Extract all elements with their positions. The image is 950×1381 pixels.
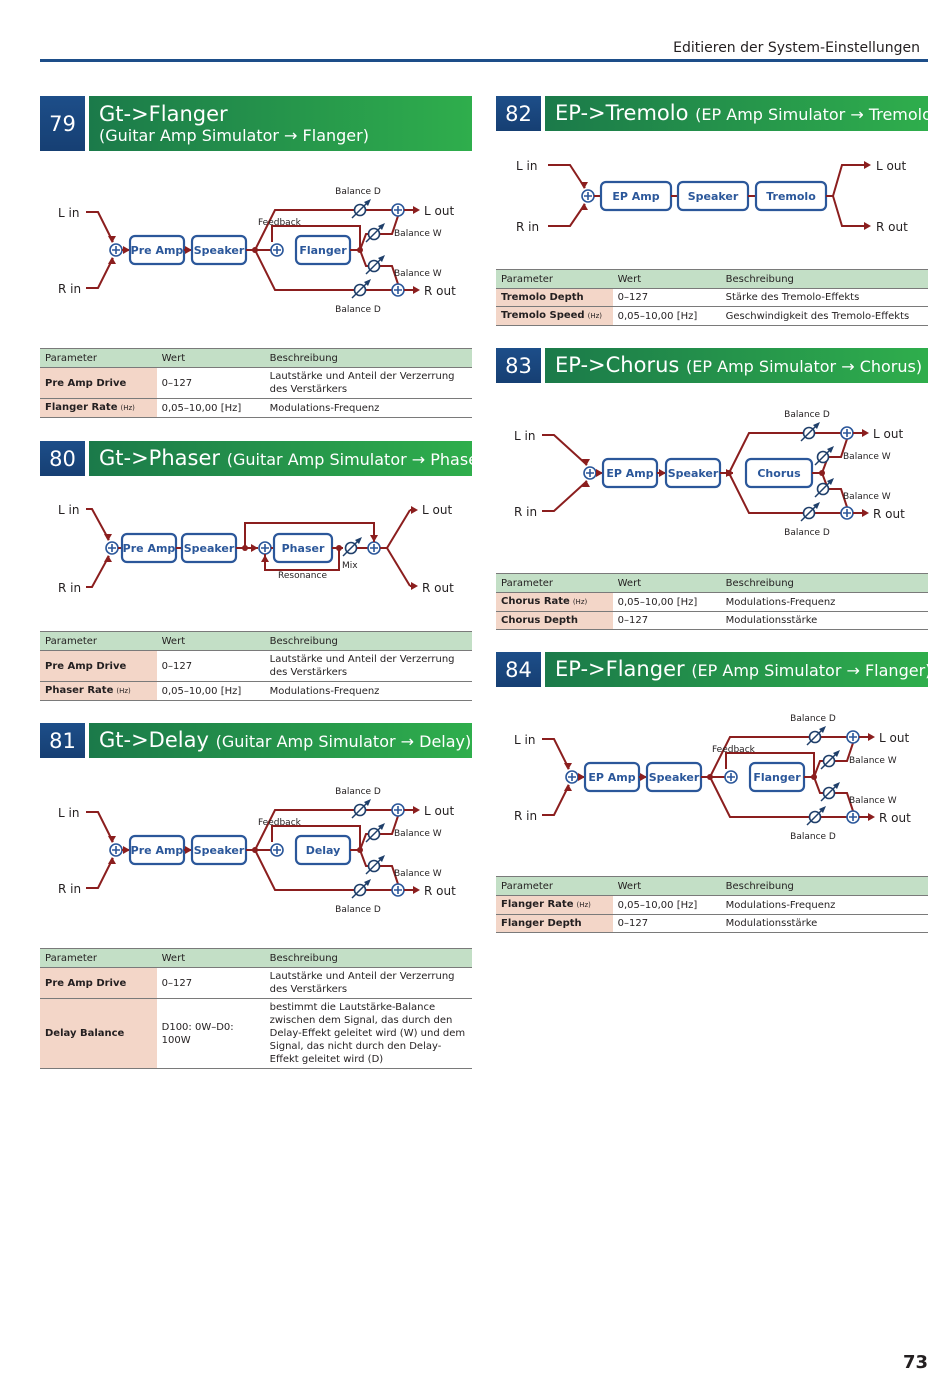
- column-header: Parameter: [40, 632, 157, 651]
- parameter-label: Chorus Depth: [501, 615, 578, 626]
- arrow-head: [108, 236, 116, 243]
- pre-amp-block-label: Pre Amp: [130, 244, 184, 257]
- parameter-name: [496, 307, 613, 326]
- section-number: 80: [40, 441, 85, 476]
- table-row: [40, 651, 472, 682]
- parameter-description: Lautstärke und Anteil der Verzerrung des Verstärkers: [265, 968, 472, 999]
- arrow-head: [413, 806, 420, 814]
- section-subtitle: (EP Amp Simulator → Tremolo): [695, 104, 939, 124]
- table-header-row: [40, 632, 472, 651]
- section-title: EP->Tremolo: [555, 100, 689, 125]
- parameter-value: 0–127: [157, 968, 265, 999]
- parameter-value: 0,05–10,00 [Hz]: [157, 682, 265, 701]
- arrow-head: [108, 857, 116, 864]
- arrow-head: [862, 509, 869, 517]
- r-out-label: R out: [873, 507, 905, 521]
- balance-d-label: Balance D: [335, 305, 381, 315]
- parameter-label: Pre Amp Drive: [45, 977, 127, 989]
- section-number: 79: [40, 96, 85, 151]
- section-title-bar: [545, 96, 939, 131]
- arrow-head: [564, 763, 572, 770]
- l-in-label: L in: [58, 503, 80, 517]
- r-in-label: R in: [514, 809, 538, 823]
- column-header: Beschreibung: [721, 877, 928, 896]
- r-out-label: R out: [424, 884, 456, 898]
- balance-d-label: Balance D: [790, 714, 836, 724]
- balance-w-label: Balance W: [843, 492, 891, 502]
- parameter-value: 0–127: [613, 612, 721, 630]
- parameter-table-79: [40, 348, 472, 418]
- section-title-bar: [545, 348, 928, 383]
- parameter-description: Modulationsstärke: [721, 915, 928, 933]
- arrow-head: [868, 813, 875, 821]
- arrow-head: [580, 182, 588, 189]
- table-row: [40, 968, 472, 999]
- parameter-table-80: [40, 631, 472, 701]
- page-number: 73: [902, 1352, 928, 1373]
- balance-d-label: Balance D: [790, 832, 836, 842]
- parameter-value: D100: 0W–D0: 100W: [157, 999, 265, 1069]
- balance-d-label: Balance D: [784, 528, 830, 538]
- table-header-row: [40, 949, 472, 968]
- l-out-label: L out: [879, 731, 910, 745]
- speaker-block-label: Speaker: [193, 244, 245, 257]
- parameter-description: Lautstärke und Anteil der Verzerrung des Verstärkers: [265, 368, 472, 399]
- arrow-head: [413, 286, 420, 294]
- parameter-name: [496, 612, 613, 630]
- l-in-label: L in: [58, 206, 80, 220]
- parameter-table-81: [40, 948, 472, 1069]
- table-row: [496, 612, 928, 630]
- section-title: EP->Chorus: [555, 352, 680, 377]
- pre-amp-block-label: Pre Amp: [122, 542, 176, 555]
- parameter-value: 0–127: [613, 289, 721, 307]
- table-header-row: [496, 877, 928, 896]
- parameter-value: 0,05–10,00 [Hz]: [613, 307, 721, 326]
- ep-amp-block-label: EP Amp: [606, 467, 654, 480]
- pre-amp-block-label: Pre Amp: [130, 844, 184, 857]
- column-header: Beschreibung: [265, 632, 472, 651]
- table-row: [496, 289, 928, 307]
- parameter-label: Chorus Rate: [501, 596, 570, 607]
- balance-w-label: Balance W: [394, 229, 442, 239]
- arrow-head: [413, 206, 420, 214]
- balance-w-label: Balance W: [849, 796, 897, 806]
- balance-d-label: Balance D: [335, 905, 381, 915]
- table-row: [496, 593, 928, 612]
- section-subtitle: (Guitar Amp Simulator → Flanger): [99, 125, 369, 145]
- arrow-head: [108, 257, 116, 264]
- l-in-label: L in: [514, 733, 536, 747]
- feedback-label: Feedback: [258, 218, 301, 228]
- section-number: 81: [40, 723, 85, 758]
- balance-d-label: Balance D: [784, 410, 830, 420]
- section-number: 84: [496, 652, 541, 687]
- speaker-block-label: Speaker: [687, 190, 739, 203]
- section-80-heading: [40, 441, 491, 476]
- arrow-head: [564, 784, 572, 791]
- arrow-head: [862, 429, 869, 437]
- parameter-label: Flanger Depth: [501, 918, 582, 929]
- parameter-value: 0–127: [613, 915, 721, 933]
- signal-line: [548, 165, 585, 188]
- column-header: Beschreibung: [721, 574, 928, 593]
- arrow-head: [104, 555, 112, 562]
- speaker-block-label: Speaker: [183, 542, 235, 555]
- table-row: [40, 368, 472, 399]
- signal-line: [542, 435, 587, 465]
- column-header: Parameter: [496, 270, 613, 289]
- column-header: Parameter: [496, 877, 613, 896]
- parameter-label: Delay Balance: [45, 1028, 125, 1039]
- parameter-name: [40, 682, 157, 701]
- column-header: Beschreibung: [265, 349, 472, 368]
- parameter-name: [496, 896, 613, 915]
- balance-w-label: Balance W: [394, 869, 442, 879]
- table-row: [496, 896, 928, 915]
- signal-line: [380, 510, 410, 548]
- signal-line: [542, 481, 587, 511]
- column-header: Parameter: [496, 574, 613, 593]
- section-title-bar: [89, 723, 472, 758]
- table-header-row: [496, 574, 928, 593]
- signal-line: [826, 165, 864, 196]
- parameter-label: Pre Amp Drive: [45, 377, 127, 389]
- speaker-block-label: Speaker: [648, 771, 700, 784]
- l-in-label: L in: [514, 429, 536, 443]
- parameter-table-82: [496, 269, 928, 326]
- l-in-label: L in: [516, 159, 538, 173]
- column-header: Wert: [613, 574, 721, 593]
- arrow-head: [108, 836, 116, 843]
- arrow-head: [864, 161, 871, 169]
- running-header: Editieren der System-Einstellungen: [673, 40, 920, 56]
- mix-label: Mix: [342, 561, 358, 571]
- flanger-block-label: Flanger: [299, 244, 347, 257]
- phaser-block-label: Phaser: [281, 542, 325, 555]
- section-title-bar: [89, 96, 472, 151]
- table-row: [40, 999, 472, 1069]
- section-title-bar: [89, 441, 491, 476]
- arrow-head: [413, 886, 420, 894]
- r-out-label: R out: [879, 811, 911, 825]
- parameter-description: Modulations-Frequenz: [721, 896, 928, 915]
- parameter-description: Modulationsstärke: [721, 612, 928, 630]
- r-out-label: R out: [422, 581, 454, 595]
- section-subtitle: (EP Amp Simulator → Chorus): [686, 356, 923, 376]
- l-out-label: L out: [424, 204, 455, 218]
- section-subtitle: (EP Amp Simulator → Flanger): [691, 660, 932, 680]
- section-title: Gt->Phaser: [99, 445, 221, 470]
- table-header-row: [496, 270, 928, 289]
- speaker-block-label: Speaker: [193, 844, 245, 857]
- column-header: Wert: [157, 949, 265, 968]
- section-title-bar: [545, 652, 932, 687]
- section-title: Gt->Flanger: [99, 101, 228, 126]
- parameter-unit: (Hz): [587, 312, 602, 320]
- l-out-label: L out: [424, 804, 455, 818]
- parameter-description: Modulations-Frequenz: [265, 399, 472, 418]
- parameter-description: Lautstärke und Anteil der Verzerrung des Verstärkers: [265, 651, 472, 682]
- table-row: [496, 915, 928, 933]
- parameter-label: Tremolo Speed: [501, 310, 585, 321]
- parameter-table-83: [496, 573, 928, 630]
- table-row: [496, 307, 928, 326]
- parameter-name: [496, 915, 613, 933]
- arrow-head: [411, 582, 418, 590]
- arrow-head: [868, 733, 875, 741]
- parameter-value: 0,05–10,00 [Hz]: [157, 399, 265, 418]
- arrow-head: [104, 534, 112, 541]
- arrow-head: [370, 535, 378, 542]
- section-79-heading: [40, 96, 472, 151]
- arrow-head: [251, 544, 258, 552]
- column-header: Beschreibung: [265, 949, 472, 968]
- parameter-description: bestimmt die Lautstärke-Balance zwischen dem Signal, das durch den Delay-Effekt geleitet wird (W) und dem Signal, das nicht durch den Delay-Effekt geleitet wird (D): [265, 999, 472, 1069]
- section-title: EP->Flanger: [555, 656, 685, 681]
- parameter-label: Flanger Rate: [45, 402, 118, 413]
- column-header: Parameter: [40, 349, 157, 368]
- parameter-name: [40, 651, 157, 682]
- tremolo-block-label: Tremolo: [766, 190, 816, 203]
- arrow-head: [411, 506, 418, 514]
- signal-flow-diagram-80: [40, 498, 472, 598]
- table-row: [40, 682, 472, 701]
- r-in-label: R in: [58, 882, 82, 896]
- r-in-label: R in: [514, 505, 538, 519]
- section-83-heading: [496, 348, 928, 383]
- parameter-description: Geschwindigkeit des Tremolo-Effekts: [721, 307, 928, 326]
- balance-d-label: Balance D: [335, 787, 381, 797]
- l-in-label: L in: [58, 806, 80, 820]
- parameter-description: Stärke des Tremolo-Effekts: [721, 289, 928, 307]
- arrow-head: [864, 222, 871, 230]
- parameter-unit: (Hz): [116, 687, 131, 695]
- r-in-label: R in: [58, 282, 82, 296]
- parameter-name: [496, 289, 613, 307]
- column-header: Wert: [157, 632, 265, 651]
- signal-flow-diagram-79: [40, 180, 472, 320]
- feedback-label: Feedback: [258, 818, 301, 828]
- parameter-name: [496, 593, 613, 612]
- header-rule: [40, 59, 928, 62]
- parameter-value: 0–127: [157, 368, 265, 399]
- signal-flow-diagram-83: [496, 405, 928, 545]
- flanger-block-label: Flanger: [753, 771, 801, 784]
- parameter-table-84: [496, 876, 928, 933]
- balance-w-label: Balance W: [394, 269, 442, 279]
- arrow-head: [580, 203, 588, 210]
- signal-flow-diagram-84: [496, 709, 928, 849]
- r-out-label: R out: [424, 284, 456, 298]
- balance-d-label: Balance D: [335, 187, 381, 197]
- parameter-label: Pre Amp Drive: [45, 660, 127, 672]
- balance-w-label: Balance W: [849, 756, 897, 766]
- parameter-description: Modulations-Frequenz: [721, 593, 928, 612]
- parameter-label: Tremolo Depth: [501, 292, 584, 303]
- signal-line: [548, 204, 585, 226]
- section-82-heading: [496, 96, 939, 131]
- parameter-unit: (Hz): [572, 598, 588, 606]
- column-header: Wert: [613, 270, 721, 289]
- section-subtitle: (Guitar Amp Simulator → Phaser): [226, 449, 491, 469]
- r-in-label: R in: [58, 581, 82, 595]
- column-header: Wert: [613, 877, 721, 896]
- parameter-name: [40, 968, 157, 999]
- l-out-label: L out: [876, 159, 907, 173]
- resonance-label: Resonance: [278, 571, 327, 581]
- l-out-label: L out: [873, 427, 904, 441]
- parameter-value: 0,05–10,00 [Hz]: [613, 593, 721, 612]
- balance-w-label: Balance W: [843, 452, 891, 462]
- balance-w-label: Balance W: [394, 829, 442, 839]
- parameter-value: 0,05–10,00 [Hz]: [613, 896, 721, 915]
- section-subtitle: (Guitar Amp Simulator → Delay): [215, 731, 472, 751]
- parameter-label: Flanger Rate: [501, 899, 574, 910]
- parameter-name: [40, 368, 157, 399]
- section-number: 83: [496, 348, 541, 383]
- parameter-label: Phaser Rate: [45, 685, 114, 696]
- ep-amp-block-label: EP Amp: [588, 771, 636, 784]
- delay-block-label: Delay: [305, 844, 341, 857]
- l-out-label: L out: [422, 503, 453, 517]
- column-header: Beschreibung: [721, 270, 928, 289]
- section-84-heading: [496, 652, 932, 687]
- ep-amp-block-label: EP Amp: [612, 190, 660, 203]
- parameter-value: 0–127: [157, 651, 265, 682]
- column-header: Wert: [157, 349, 265, 368]
- section-title: Gt->Delay: [99, 727, 209, 752]
- arrow-head: [261, 555, 269, 562]
- parameter-name: [40, 999, 157, 1069]
- signal-flow-diagram-81: [40, 780, 472, 920]
- r-in-label: R in: [516, 220, 540, 234]
- signal-line: [387, 548, 410, 586]
- parameter-description: Modulations-Frequenz: [265, 682, 472, 701]
- signal-flow-diagram-82: [496, 152, 928, 242]
- section-81-heading: [40, 723, 472, 758]
- table-row: [40, 399, 472, 418]
- column-header: Parameter: [40, 949, 157, 968]
- chorus-block-label: Chorus: [757, 467, 801, 480]
- signal-line: [833, 196, 864, 226]
- parameter-unit: (Hz): [120, 404, 135, 412]
- table-header-row: [40, 349, 472, 368]
- r-out-label: R out: [876, 220, 908, 234]
- section-number: 82: [496, 96, 541, 131]
- speaker-block-label: Speaker: [667, 467, 719, 480]
- parameter-unit: (Hz): [576, 901, 591, 909]
- parameter-name: [40, 399, 157, 418]
- feedback-label: Feedback: [712, 745, 755, 755]
